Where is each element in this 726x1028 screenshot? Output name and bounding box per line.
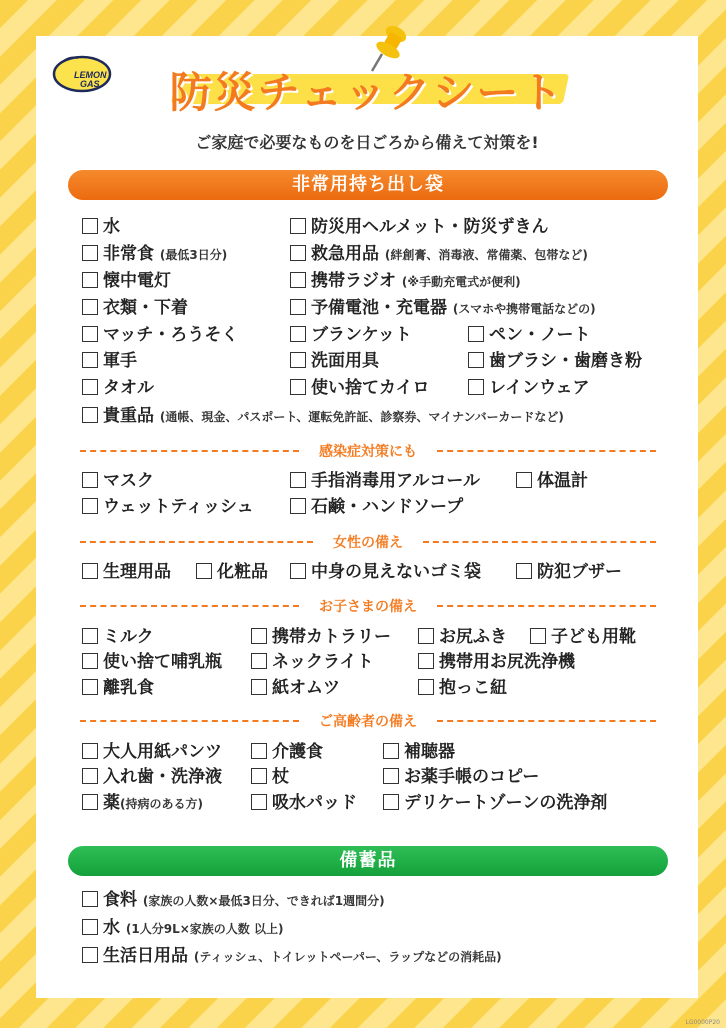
page-subtitle: ご家庭で必要なものを日ごろから備えて対策を! <box>195 133 539 152</box>
checkbox[interactable] <box>290 352 306 368</box>
footer-code: LG0000P20 <box>685 1019 720 1026</box>
check-item[interactable] <box>82 377 154 399</box>
check-item[interactable] <box>82 216 120 238</box>
checkbox[interactable] <box>82 498 98 514</box>
check-item[interactable] <box>468 377 589 399</box>
subsection-elderly <box>80 711 656 731</box>
item-label: 救急用品 <box>311 244 379 264</box>
check-item[interactable] <box>82 766 222 788</box>
checkbox[interactable] <box>251 653 267 669</box>
check-item[interactable] <box>82 945 502 968</box>
item-label: 入れ歯・洗浄液 <box>103 767 222 787</box>
checkbox[interactable] <box>82 768 98 784</box>
checkbox[interactable] <box>290 498 306 514</box>
subsection-label: 感染症対策にも <box>319 444 417 460</box>
check-item[interactable] <box>290 561 481 583</box>
item-label: レインウェア <box>489 378 590 398</box>
check-item[interactable] <box>251 651 374 673</box>
check-item[interactable] <box>251 741 323 763</box>
checkbox[interactable] <box>290 272 306 288</box>
item-label: 生理用品 <box>103 562 171 582</box>
check-item[interactable] <box>290 350 379 372</box>
check-sheet <box>36 36 698 998</box>
checkbox[interactable] <box>82 743 98 759</box>
section-header-emergency: 非常用持ち出し袋 <box>68 170 668 200</box>
check-item[interactable] <box>251 766 289 788</box>
checkbox[interactable] <box>82 947 98 963</box>
item-label: 吸水パッド <box>272 793 357 813</box>
check-item[interactable] <box>383 741 455 763</box>
check-item[interactable] <box>516 561 622 583</box>
checkbox[interactable] <box>82 352 98 368</box>
check-item[interactable] <box>418 651 575 673</box>
checkbox[interactable] <box>290 563 306 579</box>
item-note: (1人分9L×家族の人数 以上) <box>125 922 284 936</box>
checkbox[interactable] <box>82 628 98 644</box>
item-label: 補聴器 <box>404 742 455 762</box>
subsection-women <box>80 532 656 552</box>
check-item[interactable] <box>251 792 357 814</box>
checkbox[interactable] <box>290 379 306 395</box>
item-label: 抱っこ紐 <box>439 678 507 698</box>
check-item[interactable] <box>290 496 463 518</box>
check-item[interactable] <box>290 297 596 320</box>
checkbox[interactable] <box>418 653 434 669</box>
item-label: ブランケット <box>311 325 412 345</box>
item-label: 非常食 <box>103 244 154 264</box>
check-item[interactable] <box>82 626 154 648</box>
item-label: 防犯ブザー <box>537 562 622 582</box>
check-item[interactable] <box>383 766 539 788</box>
check-item[interactable] <box>82 350 137 372</box>
item-label: ミルク <box>103 627 154 647</box>
check-item[interactable] <box>290 470 480 492</box>
item-label: ウェットティッシュ <box>103 497 254 517</box>
item-label: 携帯用お尻洗浄機 <box>439 652 575 672</box>
checkbox[interactable] <box>82 379 98 395</box>
item-label: マッチ・ろうそく <box>103 325 239 345</box>
checkbox[interactable] <box>82 299 98 315</box>
checkbox[interactable] <box>82 218 98 234</box>
checkbox[interactable] <box>418 679 434 695</box>
logo-line1: LEMON <box>74 70 107 80</box>
item-label: 貴重品 <box>103 406 154 426</box>
item-label: マスク <box>103 471 154 491</box>
checkbox[interactable] <box>196 563 212 579</box>
subsection-label: お子さまの備え <box>319 599 417 615</box>
checkbox[interactable] <box>82 919 98 935</box>
check-item[interactable] <box>82 741 222 763</box>
checkbox[interactable] <box>251 628 267 644</box>
item-label: 手指消毒用アルコール <box>311 471 480 491</box>
checkbox[interactable] <box>82 794 98 810</box>
item-label: 使い捨てカイロ <box>311 378 430 398</box>
checkbox[interactable] <box>251 768 267 784</box>
checkbox[interactable] <box>82 326 98 342</box>
item-note: (スマホや携帯電話などの) <box>452 302 596 316</box>
checkbox[interactable] <box>251 794 267 810</box>
subsection-label: 女性の備え <box>333 535 403 551</box>
item-label: 水 <box>103 918 120 938</box>
item-label: タオル <box>103 378 154 398</box>
checkbox[interactable] <box>290 245 306 261</box>
item-note: (※手動充電式が便利) <box>401 275 521 289</box>
checkbox[interactable] <box>82 679 98 695</box>
check-item[interactable] <box>516 470 588 492</box>
item-note: (持病のある方) <box>120 797 203 811</box>
item-label: 食料 <box>103 890 137 910</box>
check-item[interactable] <box>290 377 430 399</box>
item-label: ペン・ノート <box>489 325 591 345</box>
item-label: 大人用紙パンツ <box>103 742 222 762</box>
check-item[interactable] <box>82 405 564 428</box>
checkbox[interactable] <box>251 743 267 759</box>
check-item[interactable] <box>82 324 238 346</box>
item-note: (ティッシュ、トイレットペーパー、ラップなどの消耗品) <box>193 950 502 964</box>
item-label: ネックライト <box>272 652 374 672</box>
check-item[interactable] <box>82 270 171 292</box>
check-item[interactable] <box>468 324 591 346</box>
check-item[interactable] <box>82 297 188 319</box>
item-label: 介護食 <box>272 742 323 762</box>
checkbox[interactable] <box>530 628 546 644</box>
subsection-infection <box>80 441 656 461</box>
checkbox[interactable] <box>468 379 484 395</box>
section-header-stockpile: 備蓄品 <box>68 846 668 876</box>
check-item[interactable] <box>82 917 283 940</box>
item-label: 携帯ラジオ <box>311 271 396 291</box>
check-item[interactable] <box>530 626 636 648</box>
checkbox[interactable] <box>290 326 306 342</box>
check-item[interactable] <box>290 324 412 346</box>
item-note: (絆創膏、消毒液、常備薬、包帯など) <box>384 248 588 262</box>
check-item[interactable] <box>82 889 385 912</box>
check-item[interactable] <box>82 561 171 583</box>
checkbox[interactable] <box>516 472 532 488</box>
item-label: 化粧品 <box>217 562 268 582</box>
item-label: 生活日用品 <box>103 946 188 966</box>
subsection-children <box>80 596 656 616</box>
check-item[interactable] <box>290 270 521 293</box>
item-label: 中身の見えないゴミ袋 <box>311 562 481 582</box>
checkbox[interactable] <box>82 272 98 288</box>
item-label: 予備電池・充電器 <box>311 298 447 318</box>
check-item[interactable] <box>468 350 642 372</box>
check-item[interactable] <box>82 677 154 699</box>
check-item[interactable] <box>251 677 340 699</box>
item-label: 使い捨て哺乳瓶 <box>103 652 222 672</box>
item-label: 石鹸・ハンドソープ <box>311 497 464 517</box>
item-note: (通帳、現金、パスポート、運転免許証、診察券、マイナンバーカードなど) <box>159 410 564 424</box>
item-label: 紙オムツ <box>272 678 340 698</box>
item-label: 体温計 <box>537 471 588 491</box>
item-note: (家族の人数×最低3日分、できれば1週間分) <box>142 894 385 908</box>
check-item[interactable] <box>418 677 507 699</box>
item-label: デリケートゾーンの洗浄剤 <box>404 793 608 813</box>
checkbox[interactable] <box>82 245 98 261</box>
check-item[interactable] <box>383 792 607 814</box>
item-label: 杖 <box>272 767 289 787</box>
check-item[interactable] <box>82 496 254 518</box>
check-item[interactable] <box>82 651 222 673</box>
item-label: 携帯カトラリー <box>272 627 391 647</box>
checkbox[interactable] <box>82 472 98 488</box>
item-label: 衣類・下着 <box>103 298 188 318</box>
checkbox[interactable] <box>290 218 306 234</box>
check-item[interactable] <box>418 626 507 648</box>
item-label: 水 <box>103 217 120 237</box>
item-label: 防災用ヘルメット・防災ずきん <box>311 217 549 237</box>
checkbox[interactable] <box>418 628 434 644</box>
logo-line2: GAS <box>80 79 100 89</box>
check-item[interactable] <box>82 243 227 266</box>
checkbox[interactable] <box>516 563 532 579</box>
checkbox[interactable] <box>82 563 98 579</box>
check-item[interactable] <box>290 216 549 238</box>
checkbox[interactable] <box>290 299 306 315</box>
checkbox[interactable] <box>468 352 484 368</box>
item-label: 薬 <box>103 793 120 813</box>
item-label: お尻ふき <box>439 627 507 647</box>
checkbox[interactable] <box>383 794 399 810</box>
item-note: (最低3日分) <box>159 248 228 262</box>
checkbox[interactable] <box>468 326 484 342</box>
page-title: 防災チェックシート <box>169 68 565 117</box>
checkbox[interactable] <box>251 679 267 695</box>
checkbox[interactable] <box>82 407 98 423</box>
item-label: 子ども用靴 <box>551 627 636 647</box>
checkbox[interactable] <box>290 472 306 488</box>
checkbox[interactable] <box>383 743 399 759</box>
checkbox[interactable] <box>82 653 98 669</box>
check-item[interactable] <box>290 243 588 266</box>
subsection-label: ご高齢者の備え <box>319 714 417 730</box>
checkbox[interactable] <box>82 891 98 907</box>
item-label: お薬手帳のコピー <box>404 767 540 787</box>
item-label: 懐中電灯 <box>103 271 171 291</box>
checkbox[interactable] <box>383 768 399 784</box>
item-label: 軍手 <box>103 351 137 371</box>
item-label: 洗面用具 <box>311 351 379 371</box>
check-item[interactable] <box>196 561 268 583</box>
item-label: 離乳食 <box>103 678 154 698</box>
check-item[interactable] <box>82 792 203 815</box>
check-item[interactable] <box>82 470 154 492</box>
check-item[interactable] <box>251 626 391 648</box>
item-label: 歯ブラシ・歯磨き粉 <box>489 351 642 371</box>
